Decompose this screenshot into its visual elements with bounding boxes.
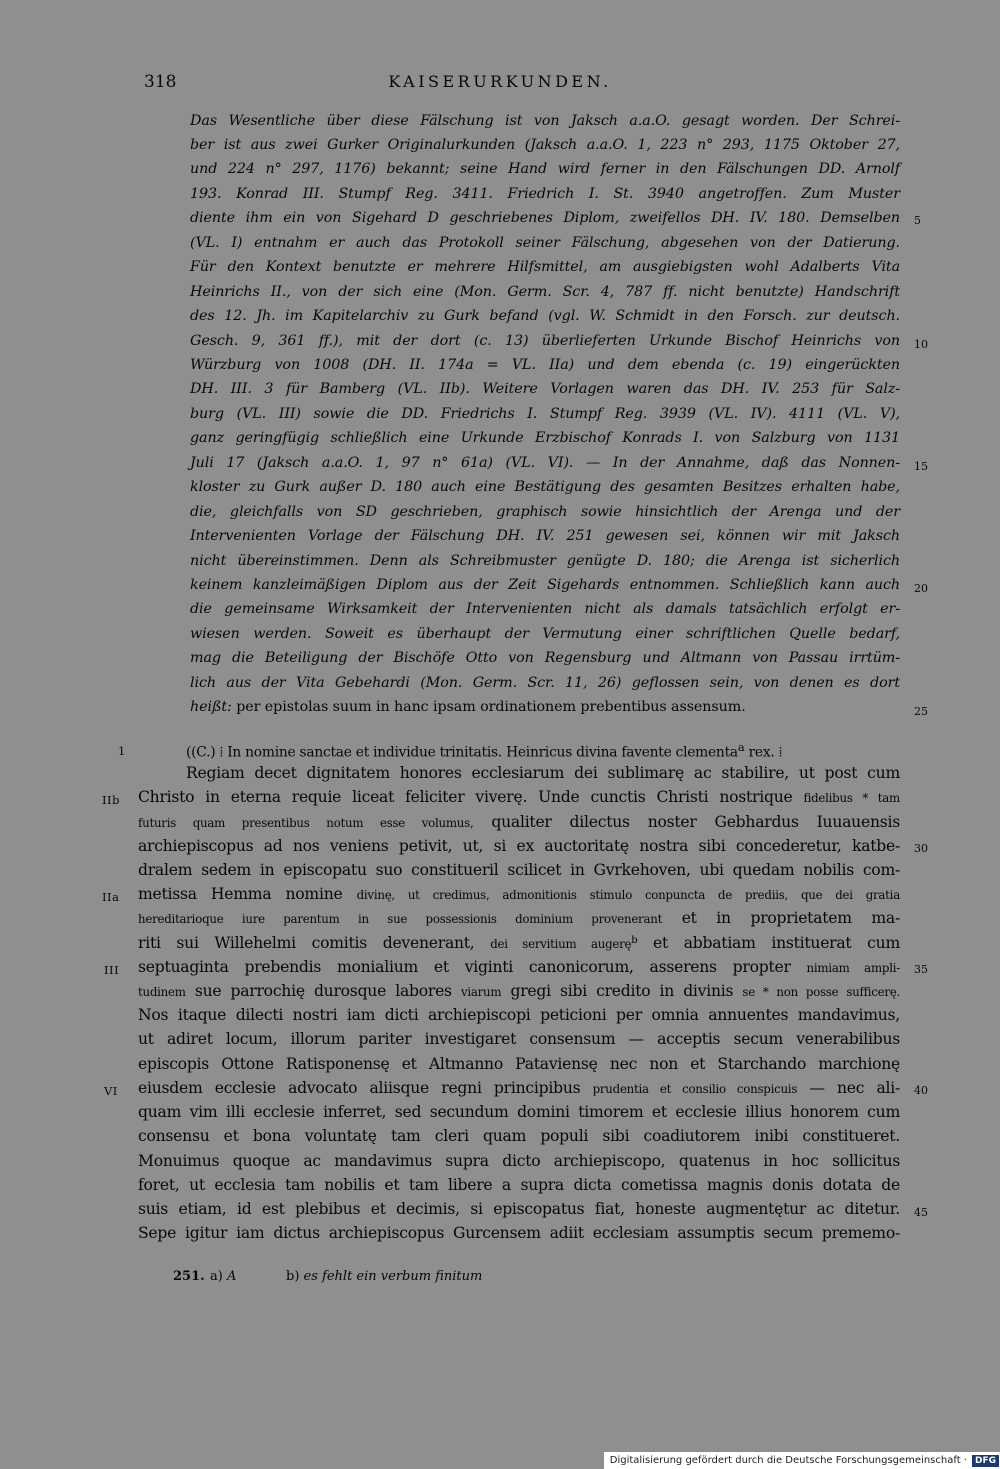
commentary-line: ganz geringfügig schließlich eine Urkunde Erzbischof Konrads I. von Salzburg von 1131 [190, 430, 900, 446]
charter-line [138, 885, 900, 903]
commentary-line: diente ihm ein von Sigehard D geschriebenes Diplom, zweifellos DH. IV. 180. Demselben [190, 210, 900, 226]
charter-text: gregi sibi credito in divinis [510, 982, 734, 1000]
charter-line: archiepiscopus ad nos veniens petivit, ut, si ex auctoritatę nostra sibi concederetur, katbe- [138, 837, 900, 855]
commentary-line: Intervenienten Vorlage der Fälschung DH. IV. 251 gewesen sei, können wir mit Jaksch [190, 528, 900, 544]
footnote-a [210, 1269, 236, 1284]
commentary-line: mag die Beteiligung der Bischöfe Otto von Regensburg und Altmann von Passau irrtüm- [190, 650, 900, 666]
commentary-line: DH. III. 3 für Bamberg (VL. IIb). Weitere Vorlagen waren das DH. IV. 253 für Salz- [190, 381, 900, 397]
commentary-line: Heinrichs II., von der sich eine (Mon. Germ. Scr. 4, 787 ff. nicht benutzte) Handschrift [190, 284, 900, 300]
source-siglum: III [104, 963, 120, 977]
source-siglum: IIb [102, 793, 120, 807]
small-print: prudentia et consilio conspicuis [592, 1082, 798, 1096]
charter-text: septuaginta prebendis monialium et viginti canonicorum, asserens propter [138, 958, 791, 976]
footnote-b-label: b) [286, 1269, 300, 1284]
commentary-line: die, gleichfalls von SD geschrieben, graphisch sowie hinsichtlich der Arenga und der [190, 504, 900, 520]
commentary-line-last [190, 699, 746, 715]
commentary-line: die gemeinsame Wirksamkeit der Intervenienten nicht als damals tatsächlich erfolgt er- [190, 601, 900, 617]
charter-line: Regiam decet dignitatem honores ecclesiarum dei sublimarę ac stabilire, ut post cum [186, 764, 900, 782]
page-number: 318 [144, 72, 177, 92]
charter-line: Nos itaque dilecti nostri iam dicti archiepiscopi peticioni per omnia annuentes mandavimus, [138, 1006, 900, 1024]
charter-line [138, 982, 900, 1000]
footnote-key: 251. [173, 1269, 205, 1284]
invocation-text: ((C.) ⁞ In nomine sanctae et individue trinitatis. Heinricus divina favente clementa [186, 744, 738, 761]
small-print [490, 937, 637, 951]
small-print: tudinem [138, 985, 186, 999]
small-print: se * non posse sufficerę. [742, 985, 900, 999]
commentary-line: 193. Konrad III. Stumpf Reg. 3411. Friedrich I. St. 3940 angetroffen. Zum Muster [190, 186, 900, 202]
charter-text: Christo in eterna requie liceat feliciter viverę. Unde cunctis Christi nostrique [138, 788, 793, 806]
small-print-text: dei servitium augerę [490, 937, 632, 951]
commentary-line: des 12. Jh. im Kapitelarchiv zu Gurk befand (vgl. W. Schmidt in den Forsch. zur deutsch. [190, 308, 900, 324]
charter-line [138, 934, 900, 952]
small-print: futuris quam presentibus notum esse volumus, [138, 816, 474, 830]
charter-text: sue parrochię durosque labores [194, 982, 452, 1000]
line-number: 5 [914, 214, 921, 227]
line-number: 25 [914, 705, 928, 718]
footnote-b-text: es fehlt ein verbum finitum [303, 1269, 483, 1284]
small-print: hereditarioque iure parentum in sue possessionis dominium provenerant [138, 912, 663, 926]
charter-text: qualiter dilectus noster Gebhardus Iuuauensis [491, 813, 900, 831]
small-print: divinę, ut credimus, admonitionis stimulo conpuncta de prediis, que dei gratia [356, 888, 900, 902]
footnote-mark-a: a [737, 740, 745, 754]
source-siglum: 1 [118, 744, 126, 758]
charter-line [138, 788, 900, 806]
charter-line: Monuimus quoque ac mandavimus supra dicto archiepiscopo, quatenus in hoc sollicitus [138, 1152, 900, 1170]
line-number: 35 [914, 963, 928, 976]
dfg-logo: DFG [972, 1455, 999, 1467]
charter-line [138, 1079, 900, 1097]
line-number: 10 [914, 338, 928, 351]
commentary-line: Das Wesentliche über diese Fälschung ist von Jaksch a.a.O. gesagt worden. Der Schrei- [190, 113, 900, 129]
commentary-line: Gesch. 9, 361 ff.), mit der dort (c. 13) überlieferten Urkunde Bischof Heinrichs von [190, 333, 900, 349]
commentary-line: keinem kanzleimäßigen Diplom aus der Zeit Sigehards entnommen. Schließlich kann auch [190, 577, 900, 593]
charter-line: quam vim illi ecclesie inferret, sed secundum domini timorem et ecclesie illius honorem cum [138, 1103, 900, 1121]
footnote-mark-b: b [631, 935, 638, 947]
charter-text: eiusdem ecclesie advocato aliisque regni principibus [138, 1079, 581, 1097]
commentary-line: lich aus der Vita Gebehardi (Mon. Germ. Scr. 11, 26) geflossen sein, von denen es dort [190, 675, 900, 691]
commentary-line: nicht übereinstimmen. Denn als Schreibmuster genügte D. 180; die Arenga ist sicherlich [190, 553, 900, 569]
charter-text: riti sui Willehelmi comitis devenerant, [138, 934, 475, 952]
small-print: nimiam ampli- [806, 961, 900, 975]
source-siglum: IIa [102, 890, 120, 904]
charter-text: et abbatiam instituerat cum [653, 934, 900, 952]
charter-line [138, 909, 900, 927]
small-print: viarum [460, 985, 502, 999]
charter-line: foret, ut ecclesia tam nobilis et tam libere a supra dicta cometissa magnis donis dotata de [138, 1176, 900, 1194]
charter-line [138, 813, 900, 831]
footnote-b [286, 1269, 482, 1284]
commentary-line: Für den Kontext benutzte er mehrere Hilfsmittel, am ausgiebigsten wohl Adalberts Vita [190, 259, 900, 275]
small-print: fidelibus * tam [803, 791, 900, 805]
charter-line: consensu et bona voluntatę tam cleri quam populi sibi coadiutorem inibi constitueret. [138, 1127, 900, 1145]
line-number: 15 [914, 460, 928, 473]
commentary-quote: per epistolas suum in hanc ipsam ordinationem prebentibus assensum. [236, 699, 746, 715]
line-number: 45 [914, 1206, 928, 1219]
credit-strip [604, 1452, 1000, 1469]
charter-text: et in proprietatem ma- [681, 909, 900, 927]
charter-line: dralem sedem in episcopatu suo constitueril scilicet in Gvrkehoven, ubi quedam nobilis com- [138, 861, 900, 879]
charter-text: metissa Hemma nomine [138, 885, 343, 903]
commentary-italic-word: heißt: [190, 699, 232, 715]
charter-text: — nec ali- [809, 1079, 900, 1097]
commentary-line: burg (VL. III) sowie die DD. Friedrichs I. Stumpf Reg. 3939 (VL. IV). 4111 (VL. V), [190, 406, 900, 422]
line-number: 40 [914, 1084, 928, 1097]
commentary-line: Würzburg von 1008 (DH. II. 174a = VL. IIa) und dem ebenda (c. 19) eingerückten [190, 357, 900, 373]
running-head: KAISERURKUNDEN. [388, 72, 612, 91]
credit-text: Digitalisierung gefördert durch die Deutsche Forschungsgemeinschaft · [609, 1455, 967, 1466]
line-number: 20 [914, 582, 928, 595]
charter-invocation [186, 740, 874, 761]
commentary-line: und 224 n° 297, 1176) bekannt; seine Hand wird ferner in den Fälschungen DD. Arnolf [190, 161, 900, 177]
charter-line [138, 958, 900, 976]
source-siglum: VI [104, 1084, 118, 1098]
commentary-line: ber ist aus zwei Gurker Originalurkunden (Jaksch a.a.O. 1, 223 n° 293, 1175 Oktober 27, [190, 137, 900, 153]
invocation-end: rex. ⁞ [744, 744, 783, 761]
commentary-line: wiesen werden. Soweit es überhaupt der Vermutung einer schriftlichen Quelle bedarf, [190, 626, 900, 642]
charter-line: suis etiam, id est plebibus et decimis, si episcopatus fiat, honeste augmentętur ac ditetur. [138, 1200, 900, 1218]
commentary-line: kloster zu Gurk außer D. 180 auch eine Bestätigung des gesamten Besitzes erhalten habe, [190, 479, 900, 495]
footnote-a-text: A [226, 1269, 237, 1284]
footnote-a-label: a) [210, 1269, 223, 1284]
line-number: 30 [914, 842, 928, 855]
charter-line: Sepe igitur iam dictus archiepiscopus Gurcensem adiit ecclesiam assumptis secum prememo- [138, 1224, 900, 1242]
commentary-line: (VL. I) entnahm er auch das Protokoll seiner Fälschung, abgesehen von der Datierung. [190, 235, 900, 251]
charter-line: episcopis Ottone Ratisponensę et Altmanno Pataviensę nec non et Starchando marchionę [138, 1055, 900, 1073]
charter-line: ut adiret locum, illorum pariter investigaret consensum — acceptis secum venerabilibus [138, 1030, 900, 1048]
commentary-line: Juli 17 (Jaksch a.a.O. 1, 97 n° 61a) (VL. VI). — In der Annahme, daß das Nonnen- [190, 455, 900, 471]
